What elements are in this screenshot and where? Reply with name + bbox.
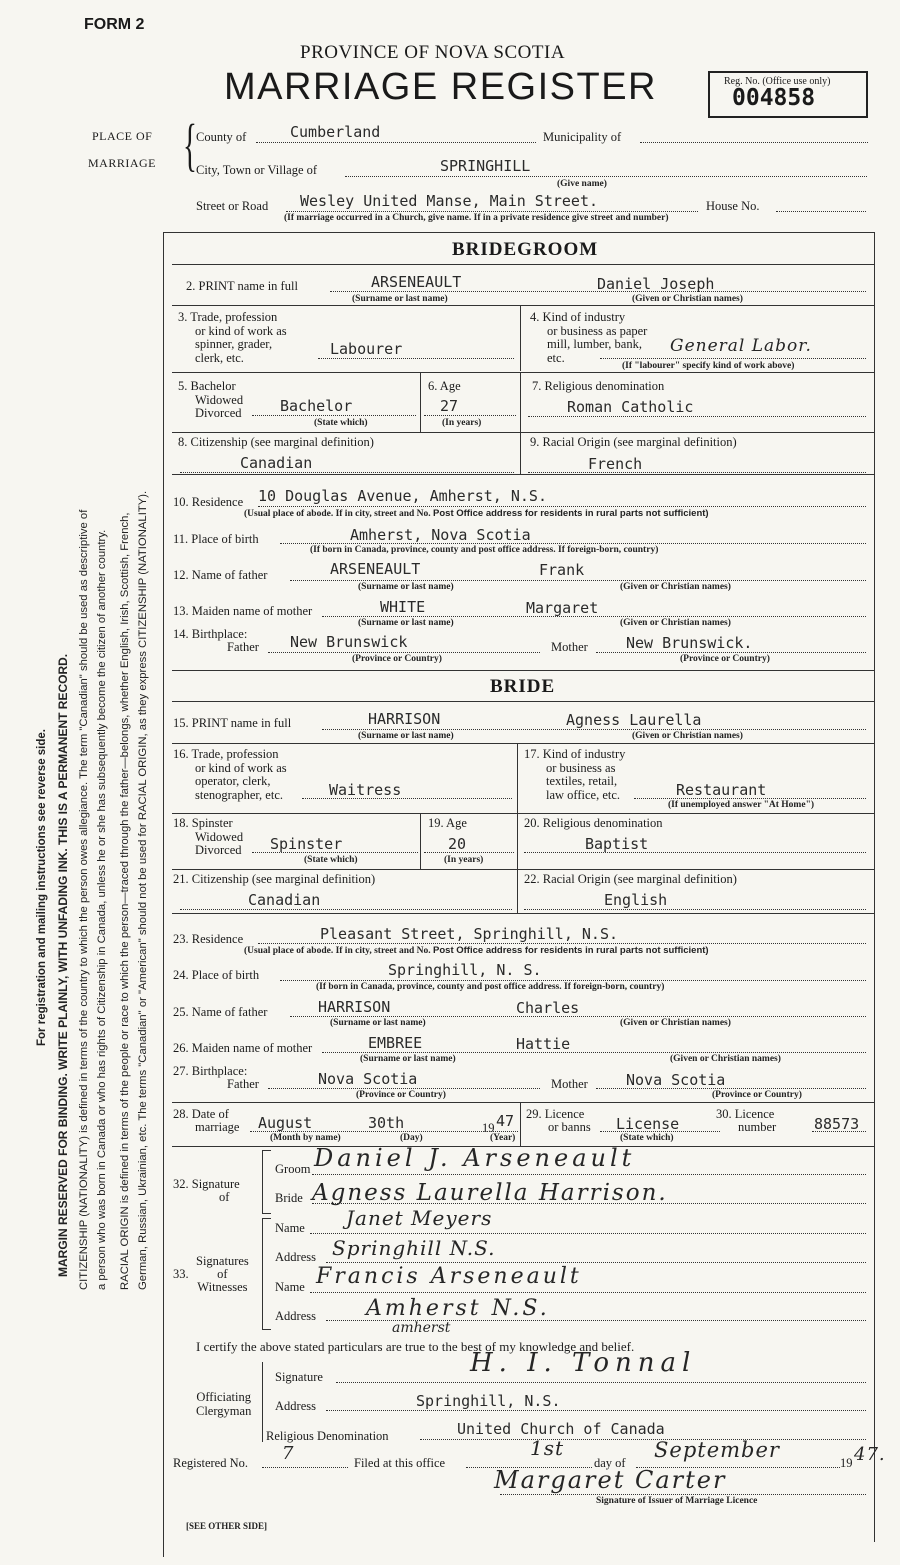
w1-address-label: Address [275, 1250, 316, 1264]
groom-mother-given: Margaret [526, 599, 599, 617]
licence-label: 29. Licence or banns [526, 1107, 591, 1134]
certify-text: I certify the above stated particulars are true to the best of my knowledge and belief. [196, 1339, 635, 1354]
groom-birthplaces-label: 14. Birthplace: [173, 627, 248, 641]
groom-mother-surname: WHITE [380, 598, 426, 616]
month-caption: (Month by name) [270, 1133, 341, 1143]
bride-birthplace: Springhill, N. S. [388, 961, 542, 979]
bride-surname-caption: (Surname or last name) [358, 731, 454, 741]
bride-citizenship: Canadian [248, 891, 321, 909]
groom-citizenship-label: 8. Citizenship (see marginal definition) [178, 435, 374, 449]
city-caption: (Give name) [557, 179, 607, 189]
county-label: County of [196, 130, 247, 144]
street-label: Street or Road [196, 199, 269, 213]
bride-father-label: 25. Name of father [173, 1005, 268, 1019]
bride-father-bp-label: Father [227, 1077, 259, 1091]
street-caption: (If marriage occurred in a Church, give name. If in a private residence give street and number) [284, 213, 669, 223]
bride-mother-birthplace: Nova Scotia [626, 1071, 726, 1089]
groom-residence-caption: (Usual place of abode. If in city, street and No. Post Office address for residents in rural parts not sufficient) [244, 508, 709, 519]
groom-mother-birthplace: New Brunswick. [626, 634, 753, 652]
witness-num: 33. [173, 1267, 189, 1281]
w2-name: Francis Arseneault [316, 1264, 582, 1289]
licence-number-label: 30. Licence number [716, 1107, 777, 1134]
groom-father-birthplace: New Brunswick [290, 633, 408, 651]
bride-origin-label: 22. Racial Origin (see marginal definition) [524, 872, 737, 886]
licence-number: 88573 [814, 1115, 860, 1133]
bride-father-given-caption: (Given or Christian names) [620, 1018, 731, 1028]
groom-religion: Roman Catholic [567, 398, 694, 416]
bride-birthplace-caption: (If born in Canada, province, county and post office address. If foreign-born, country) [316, 982, 665, 992]
bride-mother-label: 26. Maiden name of mother [173, 1041, 313, 1055]
bride-name-label: 15. PRINT name in full [173, 716, 292, 730]
groom-birthplace-label: 11. Place of birth [173, 532, 259, 546]
groom-trade: Labourer [330, 340, 403, 358]
bride-surname: HARRISON [368, 710, 441, 728]
bride-origin: English [604, 891, 668, 909]
margin-line-3: CITIZENSHIP (NATIONALITY) is defined in terms of the country to which the person owes allegiance. The term "Canadian" should be used as descriptive of [78, 509, 90, 1290]
place-label-1: PLACE OF [92, 129, 153, 143]
form-number: FORM 2 [84, 16, 145, 33]
groom-father-bp-label: Father [227, 640, 259, 654]
witness-brace [262, 1218, 271, 1330]
street-value: Wesley United Manse, Main Street. [300, 192, 599, 210]
groom-father-bp-caption: (Province or Country) [352, 654, 442, 664]
filed-label: Filed at this office [354, 1456, 446, 1470]
day-caption: (Day) [400, 1133, 423, 1143]
groom-father-surname-caption: (Surname or last name) [358, 582, 454, 592]
issuer-signature: Margaret Carter [494, 1466, 727, 1494]
clergy-address-label: Address [275, 1399, 316, 1413]
groom-age-caption: (In years) [442, 418, 482, 428]
licence-type: License [616, 1115, 680, 1133]
marriage-month: August [258, 1114, 313, 1132]
groom-industry-caption: (If "labourer" specify kind of work above) [622, 361, 795, 371]
reg-number-box [708, 71, 868, 118]
groom-age-label: 6. Age [428, 379, 461, 393]
clergy-signature: H. I. Tonnal [470, 1348, 697, 1378]
bride-religion-label: 20. Religious denomination [524, 816, 663, 830]
bride-status: Spinster [270, 835, 343, 853]
bride-signature: Agness Laurella Harrison. [312, 1180, 668, 1206]
bride-heading: BRIDE [490, 676, 556, 697]
bride-industry: Restaurant [676, 781, 767, 799]
bride-age-caption: (In years) [444, 855, 484, 865]
page-title: MARRIAGE REGISTER [224, 66, 657, 108]
groom-citizenship: Canadian [240, 454, 313, 472]
bride-industry-caption: (If unemployed answer "At Home") [668, 800, 815, 810]
groom-given: Daniel Joseph [597, 275, 715, 293]
filed-year-prefix: 19 [840, 1456, 853, 1470]
w2-address: Amherst N.S. [366, 1296, 550, 1321]
groom-status-label: 5. Bachelor Widowed Divorced [178, 379, 244, 420]
margin-line-2: MARGIN RESERVED FOR BINDING. WRITE PLAINLY, WITH UNFADING INK. THIS IS A PERMANENT RECORD. [56, 653, 70, 1277]
groom-surname: ARSENEAULT [371, 273, 462, 291]
registered-label: Registered No. [173, 1456, 248, 1470]
filed-year: 47. [854, 1444, 886, 1465]
groom-trade-label: 3. Trade, profession or kind of work as spinner, grader, clerk, etc. [178, 310, 287, 365]
groom-residence: 10 Douglas Avenue, Amherst, N.S. [258, 487, 547, 505]
bridegroom-heading: BRIDEGROOM [452, 239, 599, 260]
bride-trade: Waitress [329, 781, 402, 799]
day-of-label: day of [594, 1456, 626, 1470]
bride-residence-caption: (Usual place of abode. If in city, street and No. Post Office address for residents in rural parts not sufficient) [244, 945, 709, 956]
bride-birthplaces-label: 27. Birthplace: [173, 1064, 248, 1078]
groom-father-label: 12. Name of father [173, 568, 268, 582]
clergy-address: Springhill, N.S. [416, 1392, 561, 1410]
reg-number: 004858 [732, 85, 816, 111]
year-caption: (Year) [490, 1133, 516, 1143]
marriage-year: 47 [496, 1112, 515, 1130]
groom-status-caption: (State which) [314, 418, 368, 428]
bride-given: Agness Laurella [566, 711, 702, 729]
see-other-side: [SEE OTHER SIDE] [186, 1521, 268, 1531]
clergy-denom: United Church of Canada [457, 1420, 665, 1438]
bride-industry-label: 17. Kind of industry or business as textiles, retail, law office, etc. [524, 747, 626, 802]
w1-name-label: Name [275, 1221, 305, 1235]
place-label-2: MARRIAGE [88, 156, 157, 170]
licence-caption: (State which) [620, 1133, 674, 1143]
registered-no: 7 [282, 1443, 295, 1464]
groom-mother-given-caption: (Given or Christian names) [620, 618, 731, 628]
groom-industry-label: 4. Kind of industry or business as paper mill, lumber, bank, etc. [530, 310, 648, 365]
county-value: Cumberland [290, 123, 381, 141]
groom-name-label: 2. PRINT name in full [186, 279, 298, 293]
groom-origin-label: 9. Racial Origin (see marginal definition) [530, 435, 737, 449]
marriage-year-prefix: 19 [482, 1121, 495, 1135]
groom-birthplace: Amherst, Nova Scotia [350, 526, 531, 544]
bride-age-label: 19. Age [428, 816, 467, 830]
province-title: PROVINCE OF NOVA SCOTIA [300, 42, 566, 63]
bride-residence: Pleasant Street, Springhill, N.S. [320, 925, 619, 943]
clergy-sig-label: Signature [275, 1370, 323, 1384]
groom-origin: French [588, 455, 643, 473]
clergy-label: Officiating Clergyman [196, 1390, 252, 1418]
city-label: City, Town or Village of [196, 163, 318, 177]
bride-father-bp-caption: (Province or Country) [356, 1090, 446, 1100]
bride-residence-label: 23. Residence [173, 932, 244, 946]
groom-mother-label: 13. Maiden name of mother [173, 604, 313, 618]
bride-mother-bp-caption: (Province or Country) [712, 1090, 802, 1100]
bride-birthplace-label: 24. Place of birth [173, 968, 260, 982]
groom-religion-label: 7. Religious denomination [532, 379, 665, 393]
w1-name: Janet Meyers [346, 1206, 493, 1230]
bride-father-given: Charles [516, 999, 580, 1017]
bride-mother-bp-label: Mother [551, 1077, 588, 1091]
bride-status-caption: (State which) [304, 855, 358, 865]
groom-mother-bp-label: Mother [551, 640, 588, 654]
bride-father-birthplace: Nova Scotia [318, 1070, 418, 1088]
groom-mother-surname-caption: (Surname or last name) [358, 618, 454, 628]
bride-status-label: 18. Spinster Widowed Divorced [173, 816, 244, 857]
house-label: House No. [706, 199, 760, 213]
municipality-label: Municipality of [543, 130, 622, 144]
bride-mother-given: Hattie [516, 1035, 571, 1053]
margin-line-5: RACIAL ORIGIN is defined in terms of the people or race to which the person—traced through the father—belongs, whether English, Irish, Scottish, French, [119, 512, 131, 1290]
margin-line-1: For registration and mailing instructions see reverse side. [36, 729, 48, 1046]
date-label: 28. Date of marriage [173, 1107, 240, 1134]
issuer-caption: Signature of Issuer of Marriage Licence [596, 1496, 758, 1506]
w1-address: Springhill N.S. [332, 1236, 496, 1260]
bride-sig-label: Bride [275, 1191, 303, 1205]
bride-father-surname-caption: (Surname or last name) [330, 1018, 426, 1028]
bride-mother-given-caption: (Given or Christian names) [670, 1054, 781, 1064]
groom-father-surname: ARSENEAULT [330, 560, 421, 578]
filed-day: 1st [530, 1436, 565, 1460]
witness-label: Signatures of Witnesses [196, 1254, 249, 1294]
w2-address-label: Address [275, 1309, 316, 1323]
groom-signature: Daniel J. Arseneault [314, 1144, 636, 1172]
margin-line-6: German, Russian, Ukrainian, etc. The terms "Canadian" or "American" should not be used for RACIAL ORIGIN, as they express CITIZENSHIP (NATIONALITY). [137, 490, 149, 1290]
groom-father-given-caption: (Given or Christian names) [620, 582, 731, 592]
sig-brace [262, 1150, 271, 1214]
groom-industry: General Labor. [670, 336, 812, 356]
bride-trade-label: 16. Trade, profession or kind of work as operator, clerk, stenographer, etc. [173, 747, 287, 802]
groom-status: Bachelor [280, 397, 353, 415]
bride-citizenship-label: 21. Citizenship (see marginal definition) [173, 872, 376, 886]
filed-month: September [654, 1438, 780, 1462]
bride-age: 20 [448, 835, 467, 853]
groom-residence-label: 10. Residence [173, 495, 244, 509]
marriage-day: 30th [368, 1114, 405, 1132]
margin-line-4: a person who was born in Canada or who has rights of Citizenship in Canada, unless he or she has subsequently become the citizen of another country. [96, 529, 108, 1290]
clergy-denom-label: Religious Denomination [266, 1429, 389, 1443]
city-value: SPRINGHILL [440, 157, 531, 175]
bride-mother-surname-caption: (Surname or last name) [360, 1054, 456, 1064]
groom-age: 27 [440, 397, 459, 415]
groom-father-given: Frank [539, 561, 585, 579]
bride-father-surname: HARRISON [318, 998, 391, 1016]
bride-religion: Baptist [585, 835, 649, 853]
groom-mother-bp-caption: (Province or Country) [680, 654, 770, 664]
bride-given-caption: (Given or Christian names) [632, 731, 743, 741]
sig-of-label: 32. Signature of [173, 1177, 240, 1204]
groom-given-caption: (Given or Christian names) [632, 294, 743, 304]
bride-mother-surname: EMBREE [368, 1034, 423, 1052]
reg-number-label: Reg. No. (Office use only) [724, 76, 831, 87]
groom-sig-label: Groom [275, 1162, 311, 1176]
w2-name-label: Name [275, 1280, 305, 1294]
w2-address-note: amherst [392, 1320, 451, 1336]
groom-surname-caption: (Surname or last name) [352, 294, 448, 304]
brace: { [182, 112, 197, 177]
groom-birthplace-caption: (If born in Canada, province, county and post office address. If foreign-born, country) [310, 545, 659, 555]
